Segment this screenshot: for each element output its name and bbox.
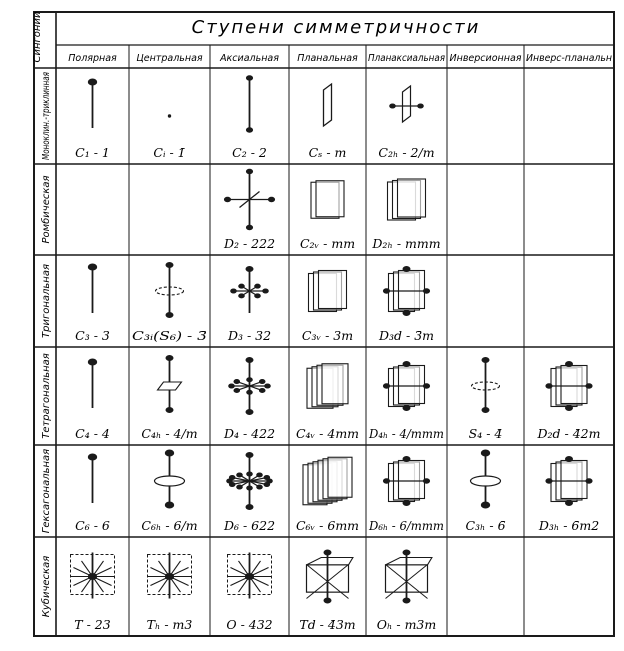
table-cell	[368, 457, 444, 534]
axis-threefold-icon	[88, 264, 96, 313]
symmetry-class-label: Tₕ - m3	[146, 617, 193, 632]
table-cell	[223, 169, 275, 251]
symmetry-class-label: D₂ₕ - mmm	[372, 236, 441, 251]
table-cell	[223, 358, 275, 442]
symmetry-class-label: O - 432	[226, 617, 273, 632]
symmetry-class-label: D₂d - 4̄2m	[537, 426, 601, 441]
axis-hex-plane-icon	[155, 450, 185, 508]
symmetry-class-label: C₃ₕ - 6̄	[465, 518, 506, 533]
cube-star-icon	[148, 553, 192, 599]
symmetry-class-label: C₃ - 3	[75, 328, 110, 343]
symmetry-class-label: C₁ - 1	[75, 145, 110, 160]
table-cell	[302, 271, 353, 344]
table-cell	[141, 356, 197, 442]
symmetry-class-label: D₃d - 3̄m	[378, 328, 435, 343]
symmetry-class-label: D₄ₕ - 4/mmm	[368, 426, 444, 441]
cube-frame-icon	[307, 550, 353, 603]
row-header: Тетрагональная	[41, 353, 52, 439]
table-cell	[223, 453, 275, 534]
column-header: Полярная	[68, 53, 117, 64]
table-cell	[132, 263, 207, 344]
row-header: Моноклин.-триклинная	[41, 37, 52, 160]
table-cell	[538, 457, 599, 534]
symmetry-class-label: D₆ - 622	[223, 518, 276, 533]
table-cell	[75, 454, 110, 533]
table-cell	[75, 359, 110, 441]
symmetry-class-label: C₄ᵥ - 4mm	[295, 426, 360, 441]
table-title: Ступени симметричности	[191, 17, 481, 38]
row-headers	[40, 37, 52, 618]
symmetry-class-label: S₄ - 4̄	[468, 426, 503, 441]
symmetry-class-label: C₄ - 4	[75, 426, 110, 441]
symmetry-class-label: C₃ᵥ - 3m	[301, 328, 354, 343]
column-header: Планаксиальная	[368, 53, 446, 64]
symmetry-class-label: C₄ₕ - 4/m	[141, 426, 198, 441]
six-planes-icon	[303, 457, 352, 505]
axis-twofold-icon	[246, 76, 252, 132]
symmetry-class-label: D₂ - 222	[223, 236, 276, 251]
table-cell	[469, 358, 503, 442]
planes-axes-icon	[383, 457, 429, 506]
fourfold-with-twofolds-icon	[229, 358, 271, 415]
table-cell	[299, 550, 355, 632]
table-cell	[371, 179, 440, 251]
column-header: Инверс-планальн	[526, 53, 612, 64]
table-cell	[296, 457, 359, 533]
symmetry-class-label: C₂ - 2	[232, 145, 267, 160]
axis-hex-plane-icon	[471, 450, 501, 508]
table-cell	[75, 264, 110, 343]
table-cell	[71, 553, 115, 633]
mirror-plane-icon	[324, 84, 332, 126]
table-cell	[465, 450, 505, 533]
table-cell	[75, 79, 110, 160]
axis-plane-icon	[390, 86, 424, 122]
column-header: Инверсионная	[449, 53, 522, 64]
center-dot-icon	[168, 115, 170, 117]
column-header: Планальная	[297, 53, 358, 64]
corner-label: Сингонии	[32, 11, 43, 63]
symmetry-class-label: Oₕ - m3m	[376, 617, 437, 632]
planes-axes-icon	[546, 362, 592, 411]
table-cell	[368, 362, 444, 442]
axis-sixfold-icon	[88, 454, 96, 503]
symmetry-class-label: C₂ᵥ - mm	[299, 236, 356, 251]
symmetry-class-label: C₆ᵥ - 6mm	[295, 518, 360, 533]
symmetry-class-label: C₆ₕ - 6/m	[141, 518, 198, 533]
two-planes-icon	[311, 181, 344, 219]
three-twofold-axes-icon	[224, 169, 274, 229]
row-header: Ромбическая	[41, 175, 52, 244]
table-cell	[309, 84, 347, 160]
table-cell	[300, 181, 355, 251]
cube-frame-icon	[386, 550, 432, 603]
axis-mono-polar-icon	[88, 79, 96, 128]
table-cell	[232, 76, 267, 160]
symmetry-class-label: T - 23	[74, 617, 111, 632]
table-cell	[227, 267, 271, 344]
column-header: Центральная	[136, 53, 203, 64]
cube-star-icon	[228, 553, 272, 599]
table-cell	[141, 450, 197, 533]
table-cell	[226, 553, 272, 633]
symmetry-class-label: D₃ₕ - 6̄m2	[538, 518, 600, 533]
table-cells	[71, 76, 601, 632]
symmetry-class-label: C₆ - 6	[75, 518, 110, 533]
symmetry-class-label: C₂ₕ - 2/m	[378, 145, 435, 160]
table-cell	[377, 550, 437, 632]
table-cell	[153, 115, 185, 160]
three-planes-icon	[388, 179, 426, 220]
table-cell	[378, 267, 434, 344]
table-cell	[378, 86, 434, 160]
planes-axes-icon	[546, 457, 592, 506]
symmetry-class-label: D₆ₕ - 6/mmm	[368, 518, 444, 533]
row-header: Тригональная	[41, 264, 52, 338]
symmetry-class-label: Cₛ - m	[308, 145, 347, 160]
planes-axes-icon	[383, 267, 429, 316]
axis-fourfold-icon	[88, 359, 96, 408]
table-cell	[296, 364, 359, 441]
three-planes-icon	[309, 271, 347, 312]
symmetry-class-label: C₃ᵢ(S₆) - 3̄	[132, 328, 208, 343]
column-headers	[68, 53, 612, 64]
axis-square-plane-icon	[158, 356, 182, 413]
symmetry-class-label: Cᵢ - 1̄	[153, 145, 186, 160]
four-planes-icon	[307, 364, 348, 409]
row-header: Гексагональная	[41, 448, 52, 534]
cube-star-icon	[71, 553, 115, 599]
symmetry-class-label: D₄ - 422	[223, 426, 276, 441]
threefold-with-twofolds-icon	[231, 267, 269, 314]
axis-inversion-ring-icon	[156, 263, 184, 318]
sixfold-with-twofolds-icon	[227, 453, 273, 510]
table-cell	[537, 362, 601, 442]
column-header: Аксиальная	[220, 53, 279, 64]
table-cell	[147, 553, 193, 633]
axis-inversion-ring-icon	[472, 358, 500, 413]
symmetry-class-label: Td - 4̄3m	[299, 617, 356, 632]
planes-axes-icon	[383, 362, 429, 411]
symmetry-class-label: D₃ - 32	[227, 328, 272, 343]
row-header: Кубическая	[41, 555, 52, 618]
